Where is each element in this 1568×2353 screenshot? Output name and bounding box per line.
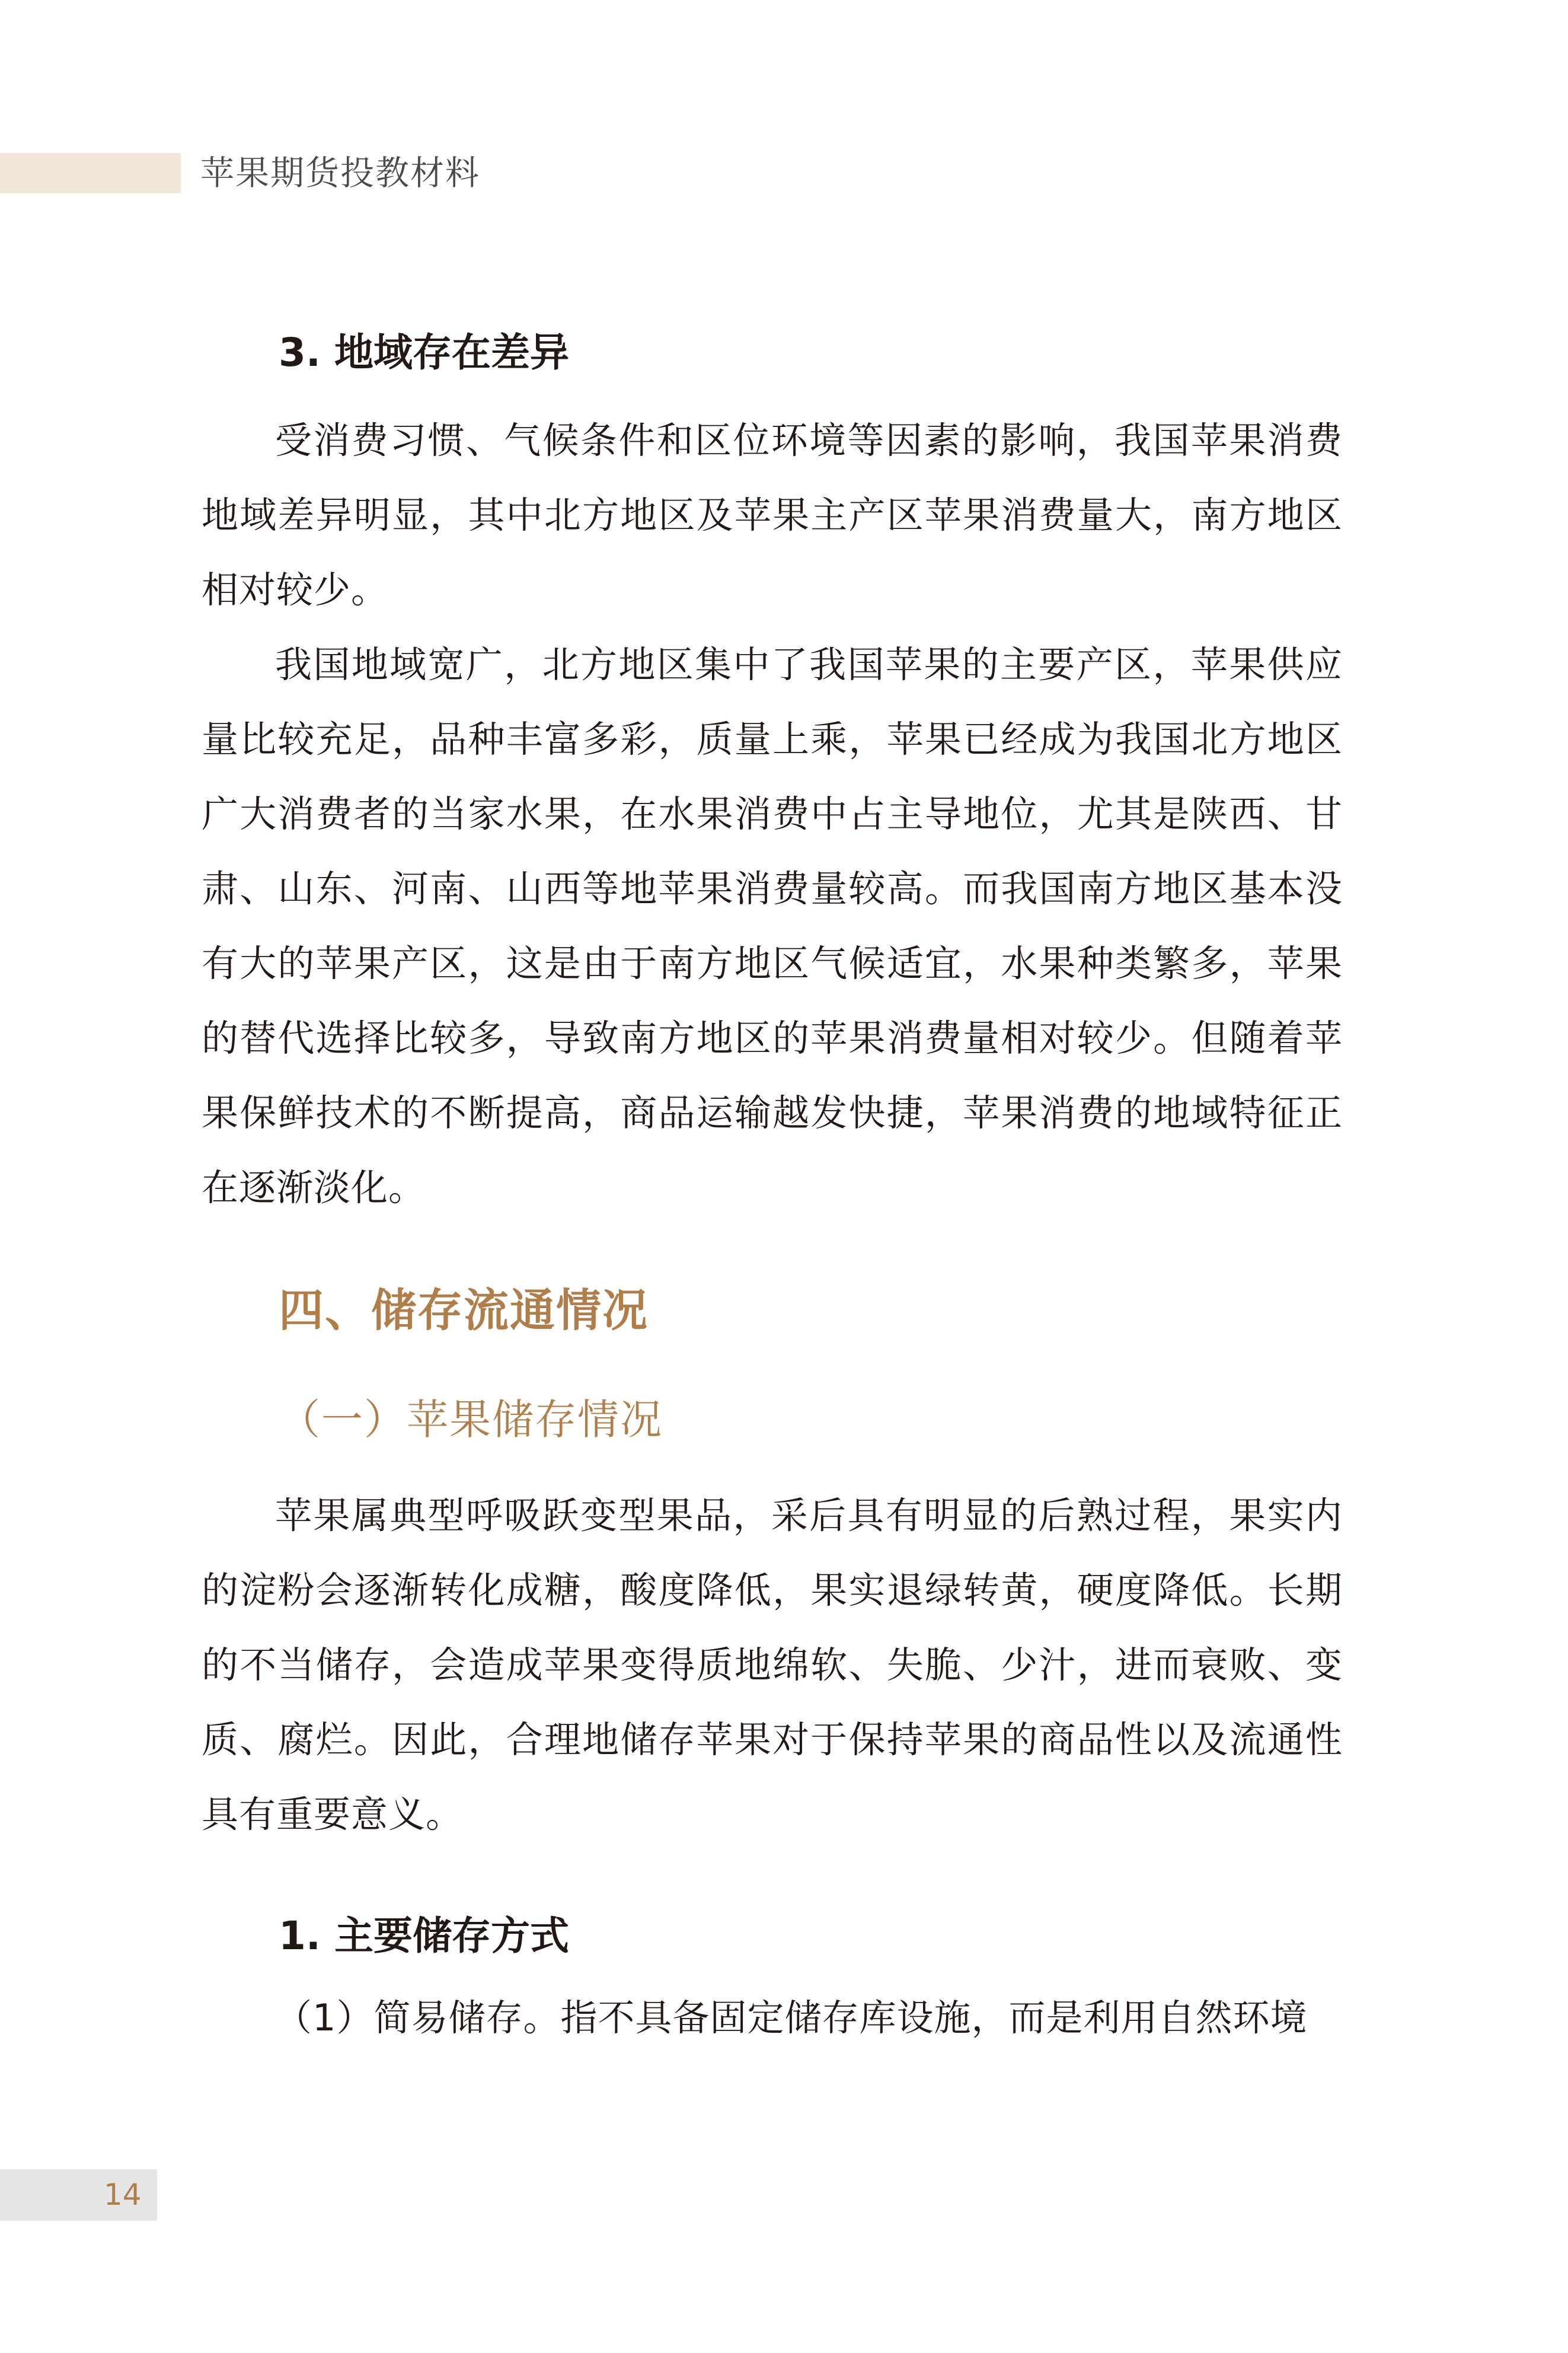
paragraph-apple-storage: 苹果属典型呼吸跃变型果品，采后具有明显的后熟过程，果实内的淀粉会逐渐转化成糖，酸度降低，果实退绿转黄，硬度降低。长期的不当储存，会造成苹果变得质地绵软、失脆、少汁，进而衰败、变质、腐烂。因此，合理地储存苹果对于保持苹果的商品性以及流通性具有重要意义。 xyxy=(202,1494,1343,1836)
subchapter-heading-apple-storage: （一）苹果储存情况 xyxy=(279,1395,663,1444)
paragraph-regional-difference-intro: 受消费习惯、气候条件和区位环境等因素的影响，我国苹果消费地域差异明显，其中北方地区及苹果主产区苹果消费量大，南方地区相对较少。 xyxy=(202,419,1343,611)
chapter-heading-storage-circulation: 四、储存流通情况 xyxy=(279,1284,649,1337)
paragraph-regional-difference-detail: 我国地域宽广，北方地区集中了我国苹果的主要产区，苹果供应量比较充足，品种丰富多彩，质量上乘，苹果已经成为我国北方地区广大消费者的当家水果，在水果消费中占主导地位，尤其是陕西、甘肃、山东、河南、山西等地苹果消费量较高。而我国南方地区基本没有大的苹果产区，这是由于南方地区气候适宜，水果种类繁多，苹果的替代选择比较多，导致南方地区的苹果消费量相对较少。但随着苹果保鲜技术的不断提高，商品运输越发快捷，苹果消费的地域特征正在逐渐淡化。 xyxy=(202,643,1343,1209)
section-heading-regional-difference: 3. 地域存在差异 xyxy=(279,330,569,375)
paragraph-simple-storage: （1）简易储存。指不具备固定储存库设施，而是利用自然环境 xyxy=(275,1996,1308,2039)
section-heading-storage-methods: 1. 主要储存方式 xyxy=(279,1913,569,1959)
header-decor-band xyxy=(0,153,181,193)
running-header-title: 苹果期货投教材料 xyxy=(200,154,480,193)
page-number: 14 xyxy=(104,2177,142,2212)
